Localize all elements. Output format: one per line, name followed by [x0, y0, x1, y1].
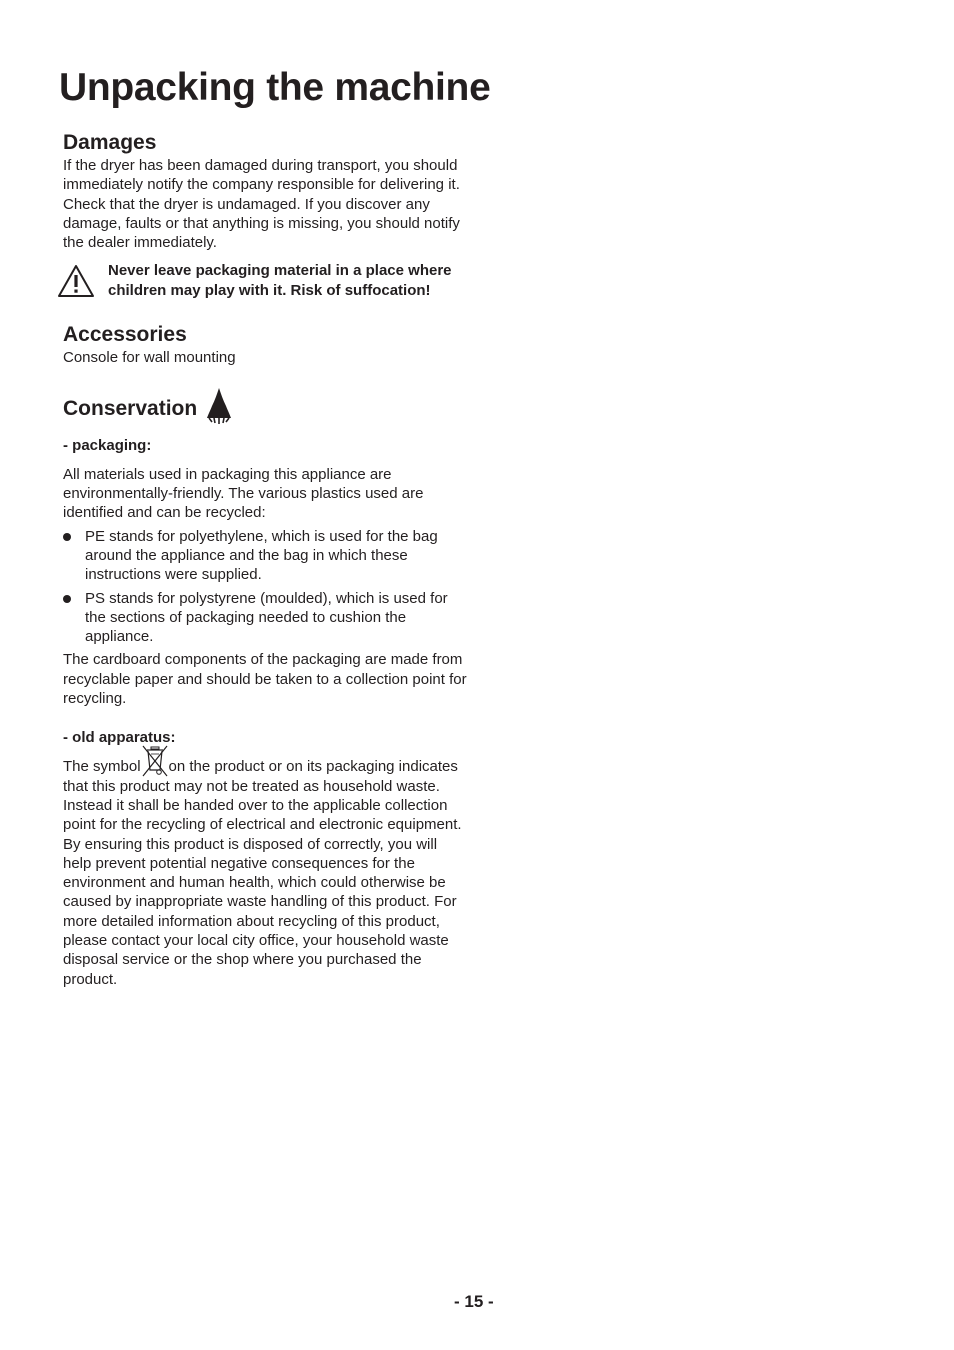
packaging-intro: All materials used in packaging this appliance are environmentally-friendly. The various plastics used are identified and can be recycled:	[63, 465, 424, 522]
cardboard-paragraph: The cardboard components of the packaging are made from recyclable paper and should be taken to a collection point for recycling.	[63, 651, 467, 708]
list-item	[63, 527, 468, 585]
warning-triangle-icon	[57, 264, 95, 298]
list-item-text: PS stands for polystyrene (moulded), which is used for the sections of packaging needed to cushion the appliance.	[85, 589, 448, 646]
content-column	[63, 130, 468, 989]
accessories-section	[63, 322, 468, 367]
accessories-text: Console for wall mounting	[63, 349, 236, 367]
old-apparatus-paragraph	[63, 757, 468, 989]
tree-icon	[206, 387, 232, 425]
damages-section	[63, 130, 468, 305]
old-apparatus-text-after: on the product or on its packaging indicates that this product may not be treated as household waste. Instead it shall be handed over to the applicable collection point for the recycling of electrical and electronic equipment. By ensuring this product is disposed of correctly, you will help prevent potential negative consequences for the environment and human health, which could otherwise be caused by inappropriate waste handling of this product. For more detailed information about recycling of this product, please contact your local city office, your household waste disposal service or the shop where you purchased the product.	[63, 758, 462, 988]
packaging-subheading: - packaging:	[63, 436, 152, 454]
warning-text: Never leave packaging material in a place where children may play with it. Risk of suffocation!	[108, 262, 452, 299]
old-apparatus-subheading: - old apparatus:	[63, 729, 176, 747]
conservation-heading: Conservation	[63, 396, 198, 420]
damages-paragraph-2: Check that the dryer is undamaged. If you discover any damage, faults or that anything is missing, you should notify the dealer immediately.	[63, 195, 460, 252]
plastics-list	[63, 527, 468, 647]
page-number: - 15 -	[454, 1292, 494, 1311]
damages-paragraph-1: If the dryer has been damaged during transport, you should immediately notify the company responsible for delivering it.	[63, 157, 460, 194]
list-item	[63, 589, 468, 647]
old-apparatus-text-before: The symbol	[63, 758, 141, 776]
bullet-icon	[63, 533, 71, 541]
list-item-text: PE stands for polyethylene, which is used for the bag around the appliance and the bag in which these instructions were supplied.	[85, 527, 438, 584]
bullet-icon	[63, 595, 71, 603]
crossed-out-wheelie-bin-icon	[141, 745, 169, 779]
damages-heading: Damages	[63, 131, 157, 154]
conservation-section	[63, 382, 468, 989]
weee-symbol	[141, 757, 169, 771]
conservation-heading-row	[63, 382, 468, 422]
accessories-heading: Accessories	[63, 323, 187, 347]
warning-note	[63, 261, 468, 305]
page-title: Unpacking the machine	[59, 66, 491, 109]
